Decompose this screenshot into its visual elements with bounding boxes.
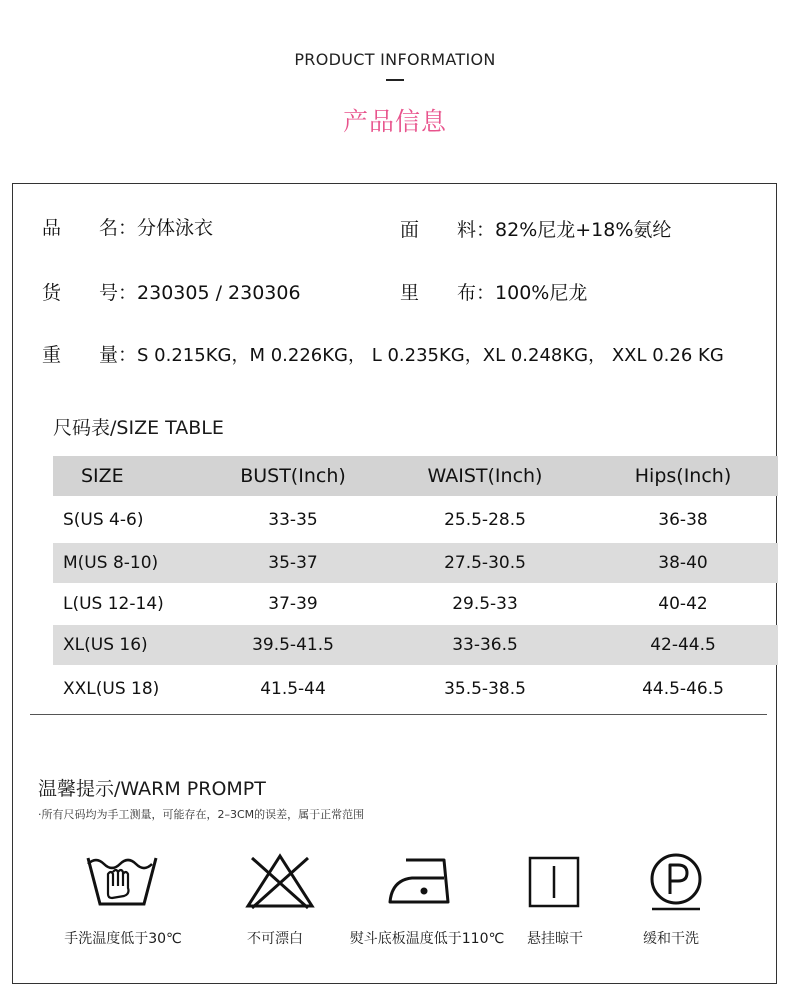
title-divider [386, 79, 404, 81]
table-bottom-rule [30, 714, 767, 715]
lining-label: 里 布： [400, 282, 496, 304]
no-bleach-icon [240, 850, 320, 912]
lining-row [400, 278, 587, 305]
cell-size: S(US 4-6) [63, 510, 144, 530]
table-row [53, 625, 778, 665]
hand-wash-icon [82, 850, 162, 912]
name-label: 品 名： [42, 217, 138, 239]
item-label: 货 号： [42, 282, 138, 304]
name-value: 分体泳衣 [137, 217, 214, 239]
cell-size: M(US 8-10) [63, 553, 159, 573]
cell-waist: 35.5-38.5 [444, 679, 526, 699]
table-row [53, 669, 778, 709]
header-bust: BUST(Inch) [240, 465, 346, 487]
care-label-iron: 熨斗底板温度低于110℃ [349, 931, 505, 947]
title-cn: 产品信息 [342, 107, 447, 136]
cell-size: L(US 12-14) [63, 594, 164, 614]
cell-bust: 33-35 [268, 510, 318, 530]
weight-value: S 0.215KG，M 0.226KG， L 0.235KG，XL 0.248KG， XXL 0.26 KG [137, 345, 724, 366]
warm-prompt-note: ·所有尺码均为手工测量，可能存在，2–3CM的误差，属于正常范围 [38, 808, 365, 821]
cell-size: XL(US 16) [63, 635, 148, 655]
item-value: 230305 / 230306 [137, 282, 301, 304]
header-hips: Hips(Inch) [634, 465, 732, 487]
cell-bust: 35-37 [268, 553, 318, 573]
cell-hips: 44.5-46.5 [642, 679, 724, 699]
fabric-value: 82%尼龙+18%氨纶 [495, 219, 672, 241]
table-row [53, 543, 778, 583]
cell-waist: 27.5-30.5 [444, 553, 526, 573]
care-label-hang-dry: 悬挂晾干 [527, 931, 583, 947]
lining-value: 100%尼龙 [495, 282, 588, 304]
care-label-dry-clean: 缓和干洗 [643, 931, 699, 947]
cell-waist: 25.5-28.5 [444, 510, 526, 530]
title-en: PRODUCT INFORMATION [294, 50, 496, 69]
cell-bust: 41.5-44 [260, 679, 326, 699]
cell-size: XXL(US 18) [63, 679, 160, 699]
warm-prompt-title: 温馨提示/WARM PROMPT [38, 778, 266, 800]
size-table-title: 尺码表/SIZE TABLE [53, 417, 224, 439]
table-row [53, 500, 778, 540]
cell-hips: 38-40 [658, 553, 708, 573]
dry-clean-p-icon [636, 850, 716, 912]
weight-label: 重 量： [42, 344, 138, 366]
name-row [42, 213, 213, 240]
care-label-no-bleach: 不可漂白 [247, 931, 303, 947]
cell-waist: 29.5-33 [452, 594, 518, 614]
cell-hips: 36-38 [658, 510, 708, 530]
weight-row [42, 340, 724, 367]
iron-icon [384, 850, 464, 912]
cell-hips: 42-44.5 [650, 635, 716, 655]
fabric-label: 面 料： [400, 219, 496, 241]
header-waist: WAIST(Inch) [427, 465, 543, 487]
care-label-hand-wash: 手洗温度低于30℃ [64, 931, 182, 947]
table-header-row [53, 456, 778, 496]
header-size: SIZE [81, 465, 124, 487]
cell-waist: 33-36.5 [452, 635, 518, 655]
cell-bust: 39.5-41.5 [252, 635, 334, 655]
hang-dry-icon [514, 850, 594, 912]
item-row [42, 278, 301, 305]
fabric-row [400, 215, 671, 242]
cell-hips: 40-42 [658, 594, 708, 614]
cell-bust: 37-39 [268, 594, 318, 614]
table-row [53, 584, 778, 624]
